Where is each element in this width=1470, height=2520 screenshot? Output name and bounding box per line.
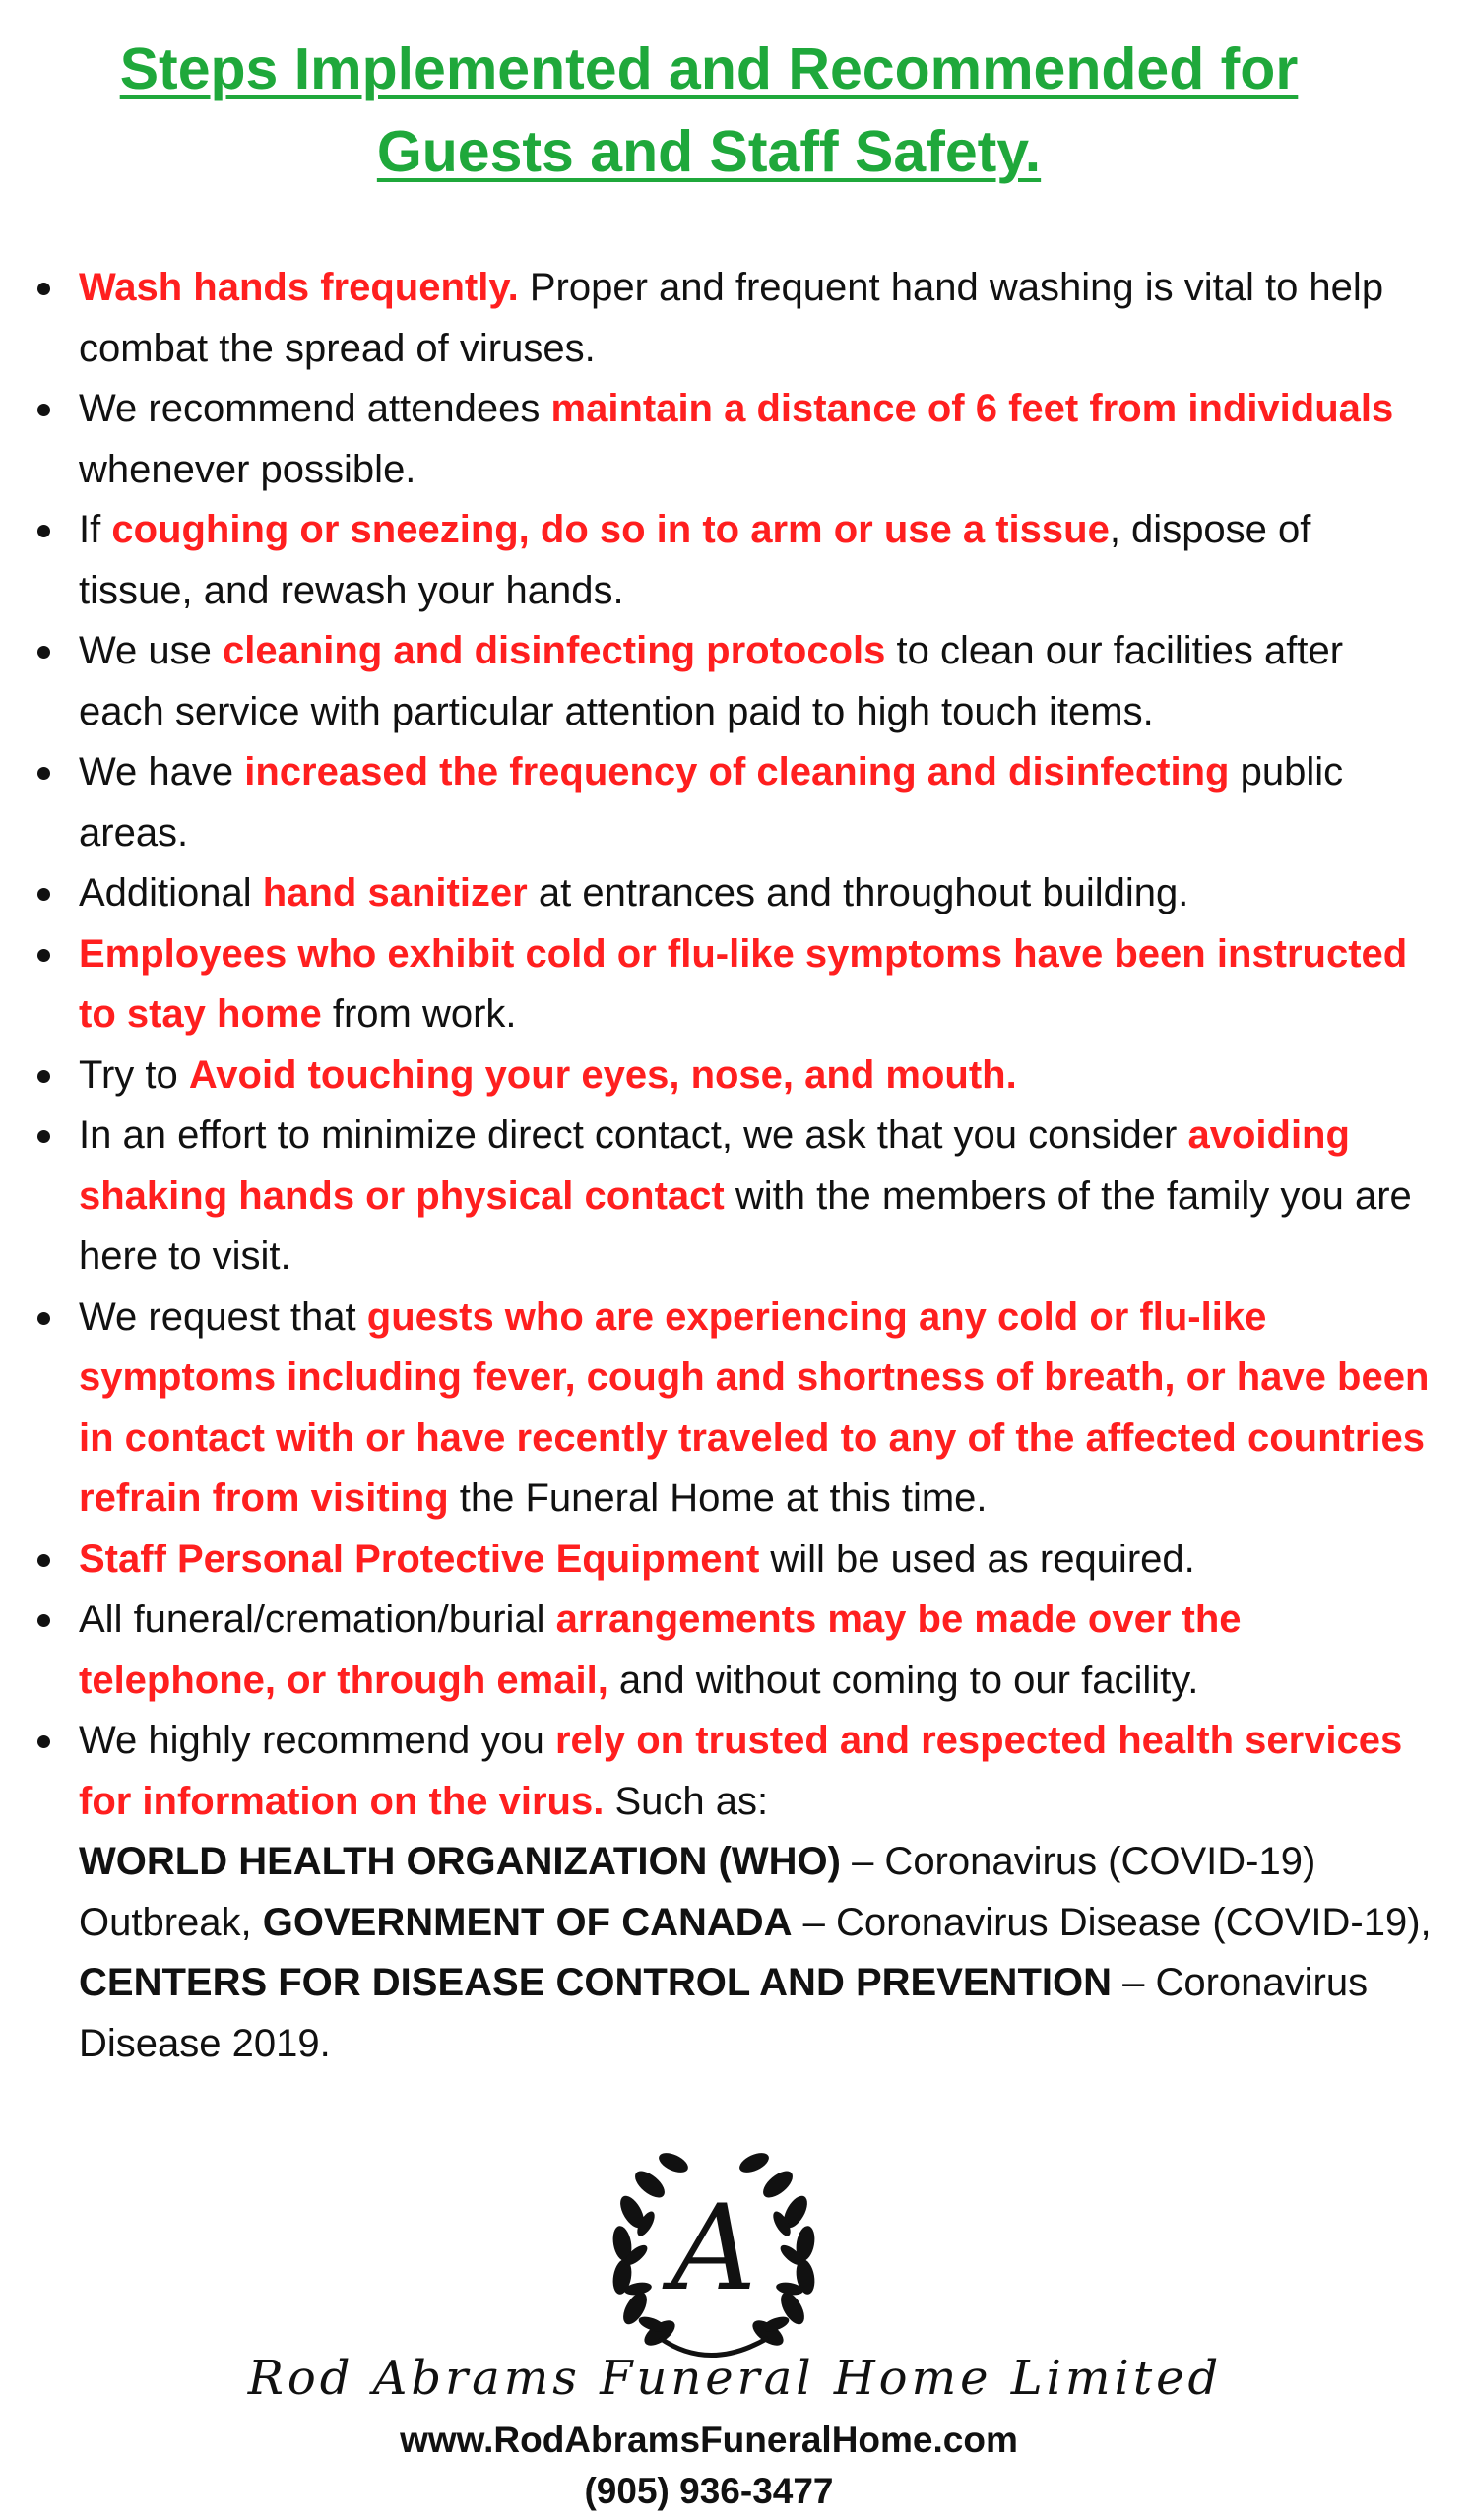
- website-url: www.RodAbramsFuneralHome.com: [400, 2420, 1018, 2460]
- laurel-wreath-logo-icon: [591, 2131, 837, 2382]
- list-item: All funeral/cremation/burial arrangements may be made over the telephone, or through email, and without coming to our facility.: [37, 1590, 1436, 1711]
- list-item: We request that guests who are experiencing any cold or flu-like symptoms including fever, cough and shortness of breath, or have been in contact with or have recently traveled to any of the affected countries refrain from visiting the Funeral Home at this time.: [37, 1288, 1436, 1530]
- funeral-home-name: Rod Abrams Funeral Home Limited: [247, 2351, 1223, 2406]
- list-item: Employees who exhibit cold or flu-like symptoms have been instructed to stay home from work.: [37, 924, 1436, 1045]
- list-item: Try to Avoid touching your eyes, nose, and mouth.: [37, 1045, 1436, 1106]
- list-item: We recommend attendees maintain a distance of 6 feet from individuals whenever possible.: [37, 379, 1436, 500]
- phone-number: (905) 936-3477: [584, 2471, 834, 2511]
- list-item: In an effort to minimize direct contact, we ask that you consider avoiding shaking hands or physical contact with the members of the family you are here to visit.: [37, 1105, 1436, 1288]
- list-item: Additional hand sanitizer at entrances and throughout building.: [37, 863, 1436, 924]
- list-item: We highly recommend you rely on trusted and respected health services for information on the virus. Such as: WORLD HEALTH ORGANIZATION (WHO) – Coronavirus (COVID-19) Outbreak, GOVERNMENT OF CANADA – Coronavirus Disease (COVID-19), CENTERS FOR DISEASE CONTROL AND PREVENTION – Coronavirus Disease 2019.: [37, 1711, 1436, 2074]
- svg-text:A: A: [671, 2180, 757, 2317]
- list-item: If coughing or sneezing, do so in to arm or use a tissue, dispose of tissue, and rewash your hands.: [37, 500, 1436, 621]
- page-title: [0, 28, 1418, 193]
- list-item: We use cleaning and disinfecting protocols to clean our facilities after each service with particular attention paid to high touch items.: [37, 621, 1436, 742]
- list-item: We have increased the frequency of cleaning and disinfecting public areas.: [37, 742, 1436, 863]
- title-line-2: Guests and Staff Safety.: [376, 119, 1042, 184]
- list-item: Wash hands frequently. Proper and frequent hand washing is vital to help combat the spread of viruses.: [37, 258, 1436, 379]
- safety-steps-list: [37, 258, 1436, 2074]
- title-line-1: Steps Implemented and Recommended for: [119, 36, 1299, 101]
- list-item: Staff Personal Protective Equipment will be used as required.: [37, 1530, 1436, 1591]
